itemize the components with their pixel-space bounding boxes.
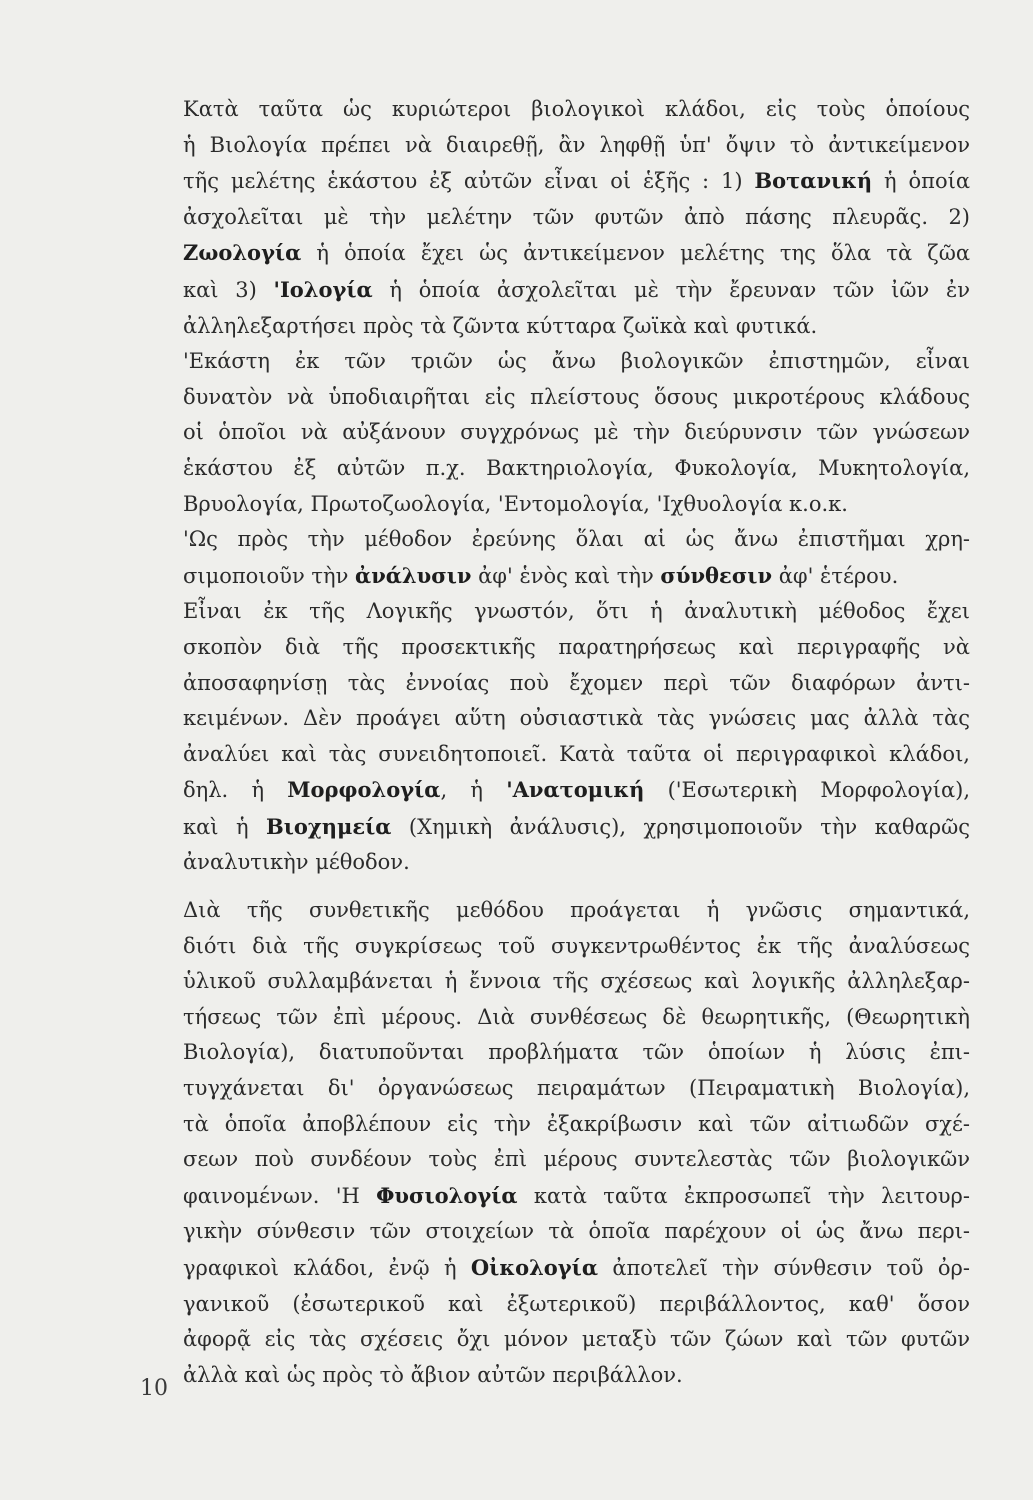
text-line: κειμένων. Δὲν προάγει αὕτη οὐσιαστικὰ τὰς γνώσεις μας ἀλλὰ τὰς [183,706,970,731]
paragraph-5 [135,893,970,1393]
text-line: Ζωολογία ἡ ὁποία ἔχει ὡς ἀντικείμενον μελέτης της ὅλα τὰ ζῶα [183,240,970,266]
paragraph-1 [135,92,970,344]
term-fysiologia: Φυσιολογία [376,1182,518,1208]
text-line: γικὴν σύνθεσιν τῶν στοιχείων τὰ ὁποῖα παρέχουν οἱ ὡς ἄνω περι- [183,1219,970,1244]
text-line: οἱ ὁποῖοι νὰ αὐξάνουν συγχρόνως μὲ τὴν διεύρυνσιν τῶν γνώσεων [183,420,970,445]
text-line: ἀποσαφηνίσῃ τὰς ἐννοίας ποὺ ἔχομεν περὶ τῶν διαφόρων ἀντι- [183,670,970,695]
term-morfologia: Μορφολογία [287,777,441,803]
text-line: ἀλλὰ καὶ ὡς πρὸς τὸ ἄβιον αὐτῶν περιβάλλον. [183,1362,683,1387]
text-line: φαινομένων. 'Η Φυσιολογία κατὰ ταῦτα ἐκπροσωπεῖ τὴν λειτουρ- [183,1182,970,1208]
text-line: ὑλικοῦ συλλαμβάνεται ἡ ἔννοια τῆς σχέσεως καὶ λογικῆς ἀλληλεξαρ- [183,969,970,994]
term-biochimeia: Βιοχημεία [265,813,392,839]
text-line: ἀφορᾷ εἰς τὰς σχέσεις ὄχι μόνον μεταξὺ τῶν ζώων καὶ τῶν φυτῶν [183,1327,970,1352]
paragraph-4 [135,594,970,881]
text-line: σκοπὸν διὰ τῆς προσεκτικῆς παρατηρήσεως καὶ περιγραφῆς νὰ [183,634,970,659]
text-line: Διὰ τῆς συνθετικῆς μεθόδου προάγεται ἡ γνῶσις σημαντικά, [183,898,970,923]
text-line: καὶ ἡ Βιοχημεία (Χημικὴ ἀνάλυσις), χρησιμοποιοῦν τὴν καθαρῶς [183,813,970,839]
text-line: τῆς μελέτης ἑκάστου ἐξ αὐτῶν εἶναι οἱ ἑξῆς : 1) Βοτανική ἡ ὁποία [183,168,970,194]
text-line: ἀναλυτικὴν μέθοδον. [183,850,410,875]
term-oikologia: Οἰκολογία [470,1255,598,1280]
text-line: τήσεως τῶν ἐπὶ μέρους. Διὰ συνθέσεως δὲ θεωρητικῆς, (Θεωρητικὴ [183,1004,970,1029]
text-line: δυνατὸν νὰ ὑποδιαιρῆται εἰς πλείστους ὅσους μικροτέρους κλάδους [183,384,970,409]
text-line: διότι διὰ τῆς συγκρίσεως τοῦ συγκεντρωθέντος ἐκ τῆς ἀναλύσεως [183,933,970,958]
text-line: γραφικοὶ κλάδοι, ἐνῷ ἡ Οἰκολογία ἀποτελεῖ τὴν σύνθεσιν τοῦ ὀρ- [183,1255,970,1280]
text-line: δηλ. ἡ Μορφολογία, ἡ 'Ανατομική ('Εσωτερικὴ Μορφολογία), [183,777,970,803]
text-line: ἑκάστου ἐξ αὐτῶν π.χ. Βακτηριολογία, Φυκολογία, Μυκητολογία, [183,455,970,480]
text-line: τὰ ὁποῖα ἀποβλέπουν εἰς τὴν ἐξακρίβωσιν καὶ τῶν αἰτιωδῶν σχέ- [183,1111,970,1136]
text-line: σεων ποὺ συνδέουν τοὺς ἐπὶ μέρους συντελεστὰς τῶν βιολογικῶν [183,1147,970,1172]
term-botaniki: Βοτανική [754,168,873,194]
term-analysis: ἀνάλυσιν [355,562,472,588]
term-synthesis: σύνθεσιν [660,562,773,588]
term-anatomiki: 'Ανατομική [506,777,645,803]
page-number: 10 [140,1376,168,1401]
text-line: σιμοποιοῦν τὴν ἀνάλυσιν ἀφ' ἑνὸς καὶ τὴν σύνθεσιν ἀφ' ἑτέρου. [183,562,899,588]
text-line: καὶ 3) 'Ιολογία ἡ ὁποία ἀσχολεῖται μὲ τὴν ἔρευναν τῶν ἰῶν ἐν [183,276,970,302]
text-line: 'Εκάστη ἐκ τῶν τριῶν ὡς ἄνω βιολογικῶν ἐπιστημῶν, εἶναι [183,349,970,374]
text-line: ἀναλύει καὶ τὰς συνειδητοποιεῖ. Κατὰ ταῦτα οἱ περιγραφικοὶ κλάδοι, [183,741,970,766]
text-line: Βιολογία), διατυποῦνται προβλήματα τῶν ὁποίων ἡ λύσις ἐπι- [183,1040,970,1065]
text-line: Βρυολογία, Πρωτοζωολογία, 'Εντομολογία, 'Ιχθυολογία κ.ο.κ. [183,491,848,516]
text-line: τυγχάνεται δι' ὀργανώσεως πειραμάτων (Πειραματικὴ Βιολογία), [183,1076,970,1101]
term-zoologia: Ζωολογία [183,240,302,266]
term-iologia: 'Ιολογία [273,276,373,302]
paragraph-3 [135,522,970,594]
text-line: γανικοῦ (ἐσωτερικοῦ καὶ ἐξωτερικοῦ) περιβάλλοντος, καθ' ὅσον [183,1291,970,1316]
text-line: ἀλληλεξαρτήσει πρὸς τὰ ζῶντα κύτταρα ζωϊκὰ καὶ φυτικά. [183,313,818,338]
paragraph-2 [135,344,970,522]
text-line: ἡ Βιολογία πρέπει νὰ διαιρεθῇ, ἂν ληφθῇ ὑπ' ὄψιν τὸ ἀντικείμενον [183,132,970,157]
text-line: Εἶναι ἐκ τῆς Λογικῆς γνωστόν, ὅτι ἡ ἀναλυτικὴ μέθοδος ἔχει [183,599,970,624]
text-line: 'Ως πρὸς τὴν μέθοδον ἐρεύνης ὅλαι αἱ ὡς ἄνω ἐπιστῆμαι χρη- [183,527,970,552]
text-line: Κατὰ ταῦτα ὡς κυριώτεροι βιολογικοὶ κλάδοι, εἰς τοὺς ὁποίους [183,97,970,121]
text-line: ἀσχολεῖται μὲ τὴν μελέτην τῶν φυτῶν ἀπὸ πάσης πλευρᾶς. 2) [183,204,970,229]
body-text [135,92,970,1393]
